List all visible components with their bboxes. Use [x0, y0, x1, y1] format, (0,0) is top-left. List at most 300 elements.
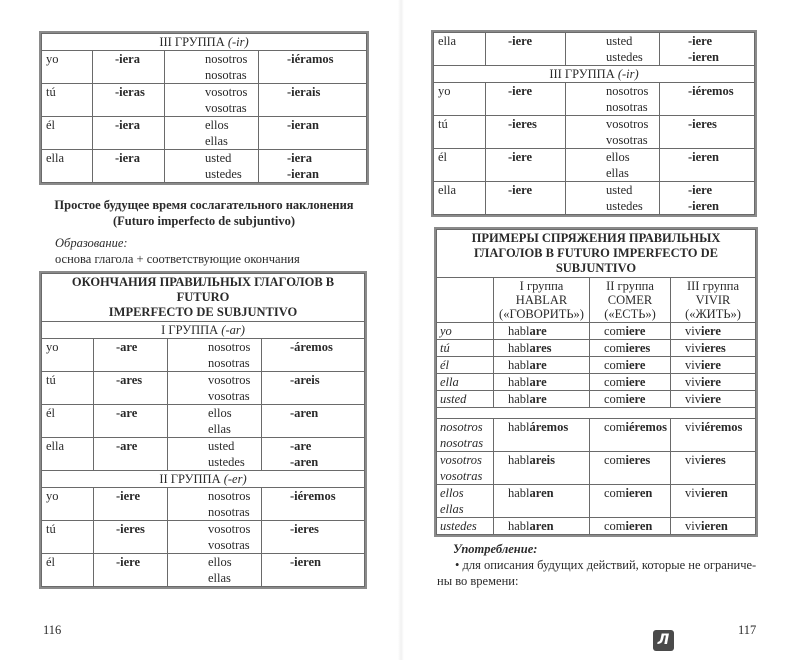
spacer: [433, 215, 757, 229]
example-pronoun: tú: [437, 340, 494, 357]
conjugation-row: [42, 438, 365, 471]
verb-form: [494, 374, 590, 391]
verb-ending: ieren: [625, 486, 653, 500]
ending-plural-line: -iéramos: [287, 52, 334, 66]
pronoun-plural-line: ellos: [205, 118, 229, 132]
ending-plural-line: -iere: [688, 34, 713, 48]
pronoun-singular: él: [42, 405, 94, 438]
verb-ending: iere: [700, 324, 721, 338]
verb-ending: ieren: [625, 519, 653, 533]
pronoun-plural-line: usted: [205, 151, 232, 165]
verb-ending: iere: [625, 392, 646, 406]
group3-rows: [434, 83, 755, 215]
ending-plural-line: -ieren: [688, 199, 720, 213]
pronoun-plural-line: ellas: [208, 571, 231, 585]
ending-plural-line: -ieran: [287, 118, 319, 132]
ending-singular: -are: [94, 339, 168, 372]
ending-plural-line: -ieren: [688, 50, 720, 64]
conjugation-row: [42, 405, 365, 438]
group2-header: [42, 471, 365, 488]
group-endings-table-right: [433, 32, 755, 215]
example-row-singular: [437, 323, 756, 340]
verb-stem: viv: [685, 519, 701, 533]
pronoun-plural: [168, 405, 262, 438]
ending-plural: [262, 372, 365, 405]
example-pronoun-line: vosotras: [440, 469, 483, 483]
verb-ending: iere: [700, 358, 721, 372]
conjugation-row: [434, 182, 755, 215]
example-pronoun: [437, 485, 494, 518]
verb-stem: viv: [685, 392, 701, 406]
verb-stem: com: [604, 392, 626, 406]
section-heading: [41, 197, 367, 229]
pronoun-plural-line: nosotras: [208, 356, 250, 370]
pronoun-plural-line: ustedes: [606, 199, 643, 213]
conjugation-row: [42, 117, 367, 150]
ending-plural: [262, 521, 365, 554]
verb-stem: habl: [508, 519, 530, 533]
verb-ending: aren: [529, 519, 554, 533]
pronoun-plural: [165, 117, 259, 150]
example-pronoun: él: [437, 357, 494, 374]
pronoun-singular: él: [42, 117, 93, 150]
example-pronoun: [437, 419, 494, 452]
column-header-3: [671, 278, 756, 323]
pronoun-plural-line: vosotros: [205, 85, 248, 99]
pronoun-singular: tú: [42, 372, 94, 405]
pronoun-plural-line: ustedes: [208, 455, 245, 469]
pronoun-singular: yo: [42, 488, 94, 521]
verb-form: [671, 485, 756, 518]
verb-stem: viv: [685, 358, 701, 372]
group1-header: [42, 322, 365, 339]
pronoun-plural-line: vosotras: [208, 389, 250, 403]
group-header-label: III ГРУППА: [159, 35, 225, 49]
verb-ending: are: [529, 392, 547, 406]
conjugation-row: [434, 149, 755, 182]
verb-form: [590, 391, 671, 408]
column-group: III группа: [686, 279, 739, 293]
pronoun-plural-line: nosotras: [205, 68, 247, 82]
group-header-suffix: (-ir): [227, 35, 249, 49]
page-117: [400, 0, 800, 660]
example-row-plural: [437, 485, 756, 518]
ending-singular: -iere: [486, 182, 566, 215]
pronoun-plural-line: nosotros: [205, 52, 248, 66]
example-row-singular: [437, 357, 756, 374]
ending-singular: -iere: [94, 488, 168, 521]
conjugation-row: [42, 554, 365, 587]
publisher-logo-icon: Л: [653, 630, 674, 651]
pronoun-singular: tú: [42, 84, 93, 117]
pronoun-plural-line: ellas: [205, 134, 228, 148]
verb-stem: habl: [508, 453, 530, 467]
verb-form: [671, 374, 756, 391]
ending-plural: [259, 117, 367, 150]
ending-singular: -iere: [486, 33, 566, 66]
verb-stem: viv: [685, 420, 701, 434]
conjugation-row: [434, 33, 755, 66]
ending-plural: [262, 405, 365, 438]
pronoun-plural-line: nosotras: [606, 100, 648, 114]
group1-header-row: [42, 322, 365, 339]
ending-plural-line: -iéremos: [688, 84, 734, 98]
verb-form: [590, 374, 671, 391]
group2-header-suffix: (-er): [223, 472, 247, 486]
verb-ending: iere: [625, 358, 646, 372]
ending-plural-line: -ieran: [287, 167, 319, 181]
example-row-singular: [437, 340, 756, 357]
ending-plural-line: -ieren: [290, 555, 322, 569]
group2-header-row: [42, 471, 365, 488]
ending-plural: [660, 149, 755, 182]
formation-text: основа глагола + соответствующие окончания: [55, 252, 300, 266]
ending-plural-line: -ierais: [287, 85, 321, 99]
example-pronoun-line: ustedes: [440, 519, 477, 533]
verb-form: [590, 323, 671, 340]
verb-stem: com: [604, 453, 626, 467]
column-group: II группа: [606, 279, 654, 293]
verb-form: [494, 419, 590, 452]
column-verb: VIVIR: [695, 293, 731, 307]
group2-rows: [42, 488, 365, 587]
group3-header-label: III ГРУППА: [549, 67, 615, 81]
group3-header: [434, 66, 755, 83]
conjugation-row: [42, 339, 365, 372]
example-pronoun-line: ellos: [440, 486, 464, 500]
conjugation-row: [434, 83, 755, 116]
verb-ending: ares: [529, 341, 552, 355]
example-pronoun-line: nosotras: [440, 436, 484, 450]
ending-singular: -iere: [486, 83, 566, 116]
verb-ending: ieres: [625, 453, 651, 467]
ending-plural: [262, 488, 365, 521]
pronoun-plural: [566, 83, 660, 116]
conjugation-row: [434, 116, 755, 149]
ending-plural: [262, 438, 365, 471]
pronoun-singular: él: [42, 554, 94, 587]
example-pronoun: yo: [437, 323, 494, 340]
pronoun-singular: ella: [42, 438, 94, 471]
column-group: I группа: [519, 279, 564, 293]
empty-header-cell: [437, 278, 494, 323]
ending-singular: -iere: [94, 554, 168, 587]
example-row-plural: [437, 419, 756, 452]
verb-form: [671, 323, 756, 340]
group2-header-label: II ГРУППА: [159, 472, 221, 486]
heading-spanish: (Futuro imperfecto de subjuntivo): [112, 214, 296, 228]
pronoun-plural-line: ellos: [208, 555, 232, 569]
verb-ending: areis: [529, 453, 555, 467]
ending-plural: [259, 150, 367, 183]
continued-row: [434, 33, 755, 66]
verb-form: [494, 323, 590, 340]
pronoun-plural-line: nosotros: [208, 340, 251, 354]
pronoun-singular: yo: [42, 339, 94, 372]
ending-plural-line: -iéremos: [290, 489, 336, 503]
verb-stem: habl: [508, 486, 530, 500]
verb-form: [494, 391, 590, 408]
examples-table: [436, 229, 756, 535]
pronoun-singular: ella: [42, 150, 93, 183]
right-page-content: [433, 32, 757, 589]
verb-form: [494, 340, 590, 357]
verb-form: [671, 419, 756, 452]
ending-plural-line: -ieren: [688, 150, 720, 164]
ending-singular: -iera: [93, 150, 165, 183]
pronoun-plural-line: nosotros: [606, 84, 649, 98]
verb-form: [671, 452, 756, 485]
usage-text-line1: • для описания будущих действий, которые не ограниче-: [455, 558, 757, 572]
verb-form: [494, 485, 590, 518]
verb-ending: are: [529, 358, 547, 372]
verb-form: [590, 485, 671, 518]
ending-plural-line: -aren: [290, 406, 319, 420]
verb-ending: ieren: [700, 519, 728, 533]
pronoun-plural-line: ellos: [208, 406, 232, 420]
verb-form: [494, 452, 590, 485]
verb-ending: iere: [625, 324, 646, 338]
verb-form: [671, 391, 756, 408]
pronoun-plural-line: vosotros: [208, 373, 251, 387]
ending-plural-line: -ieres: [290, 522, 319, 536]
conjugation-row: [42, 521, 365, 554]
endings-title-line2: IMPERFECTO DE SUBJUNTIVO: [108, 305, 298, 319]
column-header-2: [590, 278, 671, 323]
ending-plural-line: -aren: [290, 455, 319, 469]
verb-form: [590, 518, 671, 535]
singular-rows: [437, 323, 756, 408]
column-header-1: [494, 278, 590, 323]
verb-form: [494, 357, 590, 374]
verb-ending: iere: [700, 375, 721, 389]
group3-header-row: [434, 66, 755, 83]
verb-stem: habl: [508, 392, 530, 406]
examples-title-line1: ПРИМЕРЫ СПРЯЖЕНИЯ ПРАВИЛЬНЫХ: [471, 231, 721, 245]
usage-text-line2: ны во времени:: [437, 574, 519, 588]
column-translation: («ГОВОРИТЬ»): [499, 307, 584, 321]
verb-stem: viv: [685, 341, 701, 355]
verb-ending: ieres: [700, 453, 726, 467]
verb-ending: ieres: [625, 341, 651, 355]
ending-singular: -iera: [93, 51, 165, 84]
ending-plural: [259, 84, 367, 117]
separator-row: [437, 408, 756, 419]
pronoun-plural: [168, 554, 262, 587]
ending-plural: [259, 51, 367, 84]
group3-ir-table-left: [41, 33, 367, 183]
ending-singular: -are: [94, 438, 168, 471]
left-page-content: [41, 33, 367, 587]
group3-header-suffix: (-ir): [617, 67, 639, 81]
verb-ending: iere: [700, 392, 721, 406]
pronoun-plural: [165, 84, 259, 117]
verb-stem: habl: [508, 341, 530, 355]
verb-stem: com: [604, 420, 626, 434]
conjugation-row: [42, 488, 365, 521]
ending-singular: -ieres: [486, 116, 566, 149]
ending-singular: -iera: [93, 117, 165, 150]
verb-form: [590, 419, 671, 452]
pronoun-singular: tú: [42, 521, 94, 554]
conjugation-row: [42, 372, 365, 405]
pronoun-plural-line: vosotros: [208, 522, 251, 536]
verb-stem: viv: [685, 324, 701, 338]
ending-plural-line: -areis: [290, 373, 320, 387]
conjugation-row: [42, 150, 367, 183]
ending-singular: -ieras: [93, 84, 165, 117]
pronoun-plural: [566, 33, 660, 66]
ending-plural: [660, 83, 755, 116]
verb-ending: iéremos: [700, 420, 743, 434]
example-row-singular: [437, 374, 756, 391]
verb-stem: viv: [685, 453, 701, 467]
pronoun-plural: [566, 182, 660, 215]
verb-stem: habl: [508, 324, 530, 338]
page-number-left: 116: [43, 623, 62, 637]
pronoun-plural-line: ellas: [208, 422, 231, 436]
ending-plural: [660, 33, 755, 66]
column-translation: («ЕСТЬ»): [604, 307, 656, 321]
group-header: [42, 34, 367, 51]
examples-title-line2: ГЛАГОЛОВ В FUTURO IMPERFECTO DE SUBJUNTIVO: [473, 246, 718, 275]
ending-singular: -ieres: [94, 521, 168, 554]
pronoun-plural: [165, 51, 259, 84]
verb-stem: com: [604, 486, 626, 500]
column-verb: HABLAR: [515, 293, 568, 307]
endings-title-row: [42, 274, 365, 322]
verb-form: [590, 452, 671, 485]
pronoun-plural: [168, 438, 262, 471]
pronoun-plural-line: nosotros: [208, 489, 251, 503]
verb-stem: com: [604, 519, 626, 533]
verb-stem: habl: [508, 420, 530, 434]
page-number-right: 117: [738, 623, 757, 637]
group-header-row: [42, 34, 367, 51]
group1-header-label: I ГРУППА: [161, 323, 219, 337]
verb-ending: are: [529, 324, 547, 338]
verb-form: [671, 357, 756, 374]
endings-table-title: [42, 274, 365, 322]
pronoun-plural-line: vosotras: [205, 101, 247, 115]
separator-cell: [437, 408, 756, 419]
endings-title-line1: ОКОНЧАНИЯ ПРАВИЛЬНЫХ ГЛАГОЛОВ В FUTURO: [71, 275, 335, 304]
pronoun-singular: él: [434, 149, 486, 182]
heading-russian: Простое будущее время сослагательного наклонения: [54, 198, 354, 212]
verb-ending: áremos: [529, 420, 569, 434]
pronoun-plural-line: ustedes: [205, 167, 242, 181]
spacer: [41, 183, 367, 197]
usage-label: Употребление:: [453, 542, 538, 556]
verb-form: [590, 340, 671, 357]
verb-form: [671, 518, 756, 535]
verb-stem: habl: [508, 358, 530, 372]
pronoun-singular: yo: [42, 51, 93, 84]
pronoun-plural: [165, 150, 259, 183]
verb-ending: aren: [529, 486, 554, 500]
ending-plural: [660, 116, 755, 149]
ending-plural-line: -iere: [688, 183, 713, 197]
verb-stem: viv: [685, 486, 701, 500]
verb-ending: iéremos: [625, 420, 667, 434]
group1-rows: [42, 339, 365, 471]
column-translation: («ЖИТЬ»): [685, 307, 741, 321]
endings-table: [41, 273, 365, 587]
column-verb: COMER: [607, 293, 653, 307]
verb-ending: ieren: [700, 486, 728, 500]
conjugation-row: [42, 84, 367, 117]
example-pronoun-line: vosotros: [440, 453, 482, 467]
verb-ending: ieres: [700, 341, 726, 355]
pronoun-singular: ella: [434, 182, 486, 215]
pronoun-plural: [168, 339, 262, 372]
pronoun-singular: yo: [434, 83, 486, 116]
pronoun-plural: [168, 521, 262, 554]
verb-stem: com: [604, 375, 626, 389]
pronoun-plural-line: ellas: [606, 166, 629, 180]
example-pronoun: ella: [437, 374, 494, 391]
pronoun-plural-line: vosotros: [606, 117, 649, 131]
example-pronoun: usted: [437, 391, 494, 408]
example-pronoun: [437, 518, 494, 535]
pronoun-plural: [168, 488, 262, 521]
verb-stem: com: [604, 358, 626, 372]
plural-rows: [437, 419, 756, 535]
verb-stem: habl: [508, 375, 530, 389]
ending-singular: -iere: [486, 149, 566, 182]
pronoun-plural-line: usted: [606, 34, 633, 48]
pronoun-plural-line: usted: [208, 439, 235, 453]
verb-form: [494, 518, 590, 535]
pronoun-plural: [566, 116, 660, 149]
ending-singular: -ares: [94, 372, 168, 405]
ending-plural-line: -áremos: [290, 340, 333, 354]
group1-header-suffix: (-ar): [221, 323, 245, 337]
ending-plural: [262, 339, 365, 372]
conjugation-rows: [42, 51, 367, 183]
ending-plural: [262, 554, 365, 587]
ending-plural-line: -ieres: [688, 117, 717, 131]
examples-title-row: [437, 230, 756, 278]
pronoun-plural-line: usted: [606, 183, 633, 197]
example-row-plural: [437, 518, 756, 535]
pronoun-singular: tú: [434, 116, 486, 149]
pronoun-plural-line: vosotras: [208, 538, 250, 552]
ending-plural-line: -iera: [287, 151, 312, 165]
formation-label: Образование:: [55, 236, 128, 250]
example-pronoun: [437, 452, 494, 485]
conjugation-row: [42, 51, 367, 84]
pronoun-plural-line: ellos: [606, 150, 630, 164]
verb-stem: com: [604, 341, 626, 355]
pronoun-plural: [566, 149, 660, 182]
ending-singular: -are: [94, 405, 168, 438]
verb-form: [671, 340, 756, 357]
pronoun-plural-line: ustedes: [606, 50, 643, 64]
example-pronoun-line: nosotros: [440, 420, 483, 434]
verb-form: [590, 357, 671, 374]
verb-ending: are: [529, 375, 547, 389]
examples-table-title: [437, 230, 756, 278]
pronoun-plural-line: vosotras: [606, 133, 648, 147]
example-row-plural: [437, 452, 756, 485]
example-row-singular: [437, 391, 756, 408]
verb-stem: viv: [685, 375, 701, 389]
ending-plural-line: -are: [290, 439, 312, 453]
verb-stem: com: [604, 324, 626, 338]
pronoun-plural: [168, 372, 262, 405]
pronoun-singular: ella: [434, 33, 486, 66]
